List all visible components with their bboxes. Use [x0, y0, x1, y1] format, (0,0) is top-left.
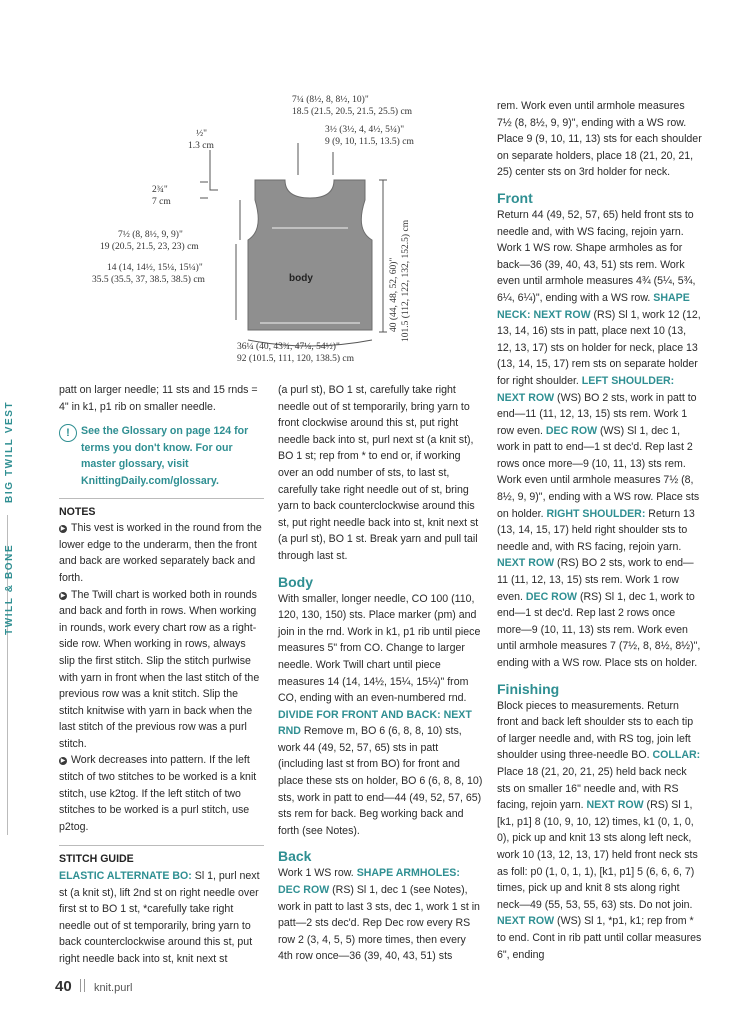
dim-bottom-in: 36¼ (40, 43¾, 47¼, 54½)": [237, 342, 340, 352]
dim-armhole-in: 7½ (8, 8½, 9, 9)": [118, 230, 183, 240]
dim-armhole-cm: 19 (20.5, 21.5, 23, 23) cm: [100, 242, 199, 252]
sidebar-label-bottom: TWILL & BONE: [4, 543, 15, 635]
front-text-5: Return 13 (13, 14, 15, 17) held right shoulder sts to needle and, with RS facing, rejoin yarn.: [497, 507, 695, 553]
notes-heading: NOTES: [59, 505, 96, 518]
back-heading: Back: [278, 848, 312, 865]
finishing-text-4: (WS) Sl 1, *p1, k1; rep from * to end. Cont in rib patt until collar measures 6", ending: [497, 915, 702, 961]
front-para: [497, 207, 702, 672]
finishing-heading: Finishing: [497, 680, 560, 697]
note-3-text: Work decreases into pattern. If the left stitch of two stitches to be worked is a knit stitch, use k2tog. If the left stitch of two stitches to be worked is a purl stitch, use p2tog.: [59, 754, 257, 833]
front-text-3: (WS) BO 2 sts, work in patt to end—11 (11, 12, 13, 15) sts rem. Work 1 row even.: [497, 391, 697, 437]
page-number: 40: [55, 978, 72, 995]
front-text-7: (RS) Sl 1, dec 1, work to end—1 st dec'd. Rep last 2 rows once more—9 (10, 11, 13) sts rem. Work even until armhole measures 7 (7½, 8, 8½, 8½)", ending with a WS row. Place sts on holder.: [497, 590, 701, 669]
back-text-2: (RS) Sl 1, dec 1 (see Notes), work in patt to last 3 sts, dec 1, work 1 st in patt—2 sts dec'd. Rep Dec row every RS row 2 (3, 4, 5, 5) more times, then every 4th row once—36 (39, 40, 43, 51) sts: [278, 884, 480, 963]
front-text-1: Return 44 (49, 52, 57, 65) held front sts to needle and, with WS facing, rejoin yarn. Work 1 WS row. Shape armholes as for back—36 (39, 40, 43, 51) sts rem. Work even until armhole measures 4¾ (5¼, 5¾, 6¼, 6¼)", ending with a WS row.: [497, 208, 696, 304]
finishing-label-1: COLLAR:: [652, 749, 701, 762]
note-2-text: The Twill chart is worked both in rounds and back and forth in rows. When working in rounds, work every chart row as a right-side row. When working in rows, always slip the first stitch. Slip the stitch purlwise with yarn in front when the last stitch of the previous row was a knit stitch. Slip the stitch knitwise with yarn in back when the last stitch of the previous row was a purl stitch.: [59, 588, 260, 750]
dim-length-cm: 101.5 (112, 122, 132, 152.5) cm: [401, 219, 411, 342]
dim-frontneck-cm: 7 cm: [152, 197, 171, 207]
footer-divider: [80, 979, 85, 992]
sidebar-label-top: BIG TWILL VEST: [4, 400, 15, 503]
body-para: [278, 591, 483, 840]
col3-continuation: rem. Work even until armhole measures 7½ (8, 8½, 9, 9)", ending with a WS row. Place 9 (9, 10, 11, 13) sts for each shoulder on separate holders, place 18 (21, 20, 21, 25) center sts on 3rd holder for neck.: [497, 100, 702, 179]
dim-length-in: 40 (44, 48, 52, 60)": [389, 257, 399, 332]
stitch-guide-rule: [59, 845, 264, 846]
bullet-icon: ▶: [60, 758, 66, 765]
note-1: [59, 520, 264, 586]
intro-text: patt on larger needle; 11 sts and 15 rnds = 4" in k1, p1 rib on smaller needle.: [59, 384, 258, 413]
front-label-3: DEC ROW: [545, 424, 598, 437]
dim-top-cm: 18.5 (21.5, 20.5, 21.5, 25.5) cm: [292, 107, 413, 117]
dim-body-in: 14 (14, 14½, 15¼, 15¼)": [107, 263, 203, 273]
dim-shoulder-in: 3½ (3½, 4, 4½, 5¼)": [325, 125, 405, 135]
column-3: [497, 98, 702, 963]
front-text-2: (RS) Sl 1, work 12 (12, 13, 14, 16) sts in patt, place next 10 (13, 12, 13, 17) sts on holder for neck, place 13 (13, 14, 15, 17) rem sts on separate holder for right shoulder.: [497, 308, 701, 387]
elastic-bo-label: ELASTIC ALTERNATE BO:: [59, 870, 192, 883]
glossary-icon: !: [59, 424, 77, 442]
front-text-4: (WS) Sl 1, dec 1, work in patt to end—1 st dec'd. Rep last 2 rows once more—9 (10, 11, 13) sts rem. Work even until armhole measures 7½ (8, 8½, 9, 9)", ending with a WS row. Place sts on holder.: [497, 424, 700, 520]
elastic-bo-text: Sl 1, purl next st (a knit st), lift 2nd st on right needle over first st to BO 1 st, *carefully take right needle out of st temporarily, bring yarn to back counterclockwise around this st, put right needle back into st, knit next st: [59, 870, 260, 965]
dim-neckdepth-cm: 1.3 cm: [188, 141, 214, 151]
brand-name: knit.purl: [93, 982, 133, 994]
glossary-text: See the Glossary on page 124 for terms you don't know. For our master glossary, visit KnittingDaily.com/glossary.: [81, 425, 249, 487]
dim-shoulder-cm: 9 (9, 10, 11.5, 13.5) cm: [325, 137, 414, 147]
bullet-icon: ▶: [60, 592, 66, 599]
finishing-para: [497, 698, 702, 964]
finishing-text-1: Block pieces to measurements. Return front and back left shoulder sts to each tip of larger needle and, with RS tog, join left shoulder using three-needle BO.: [497, 699, 694, 762]
finishing-label-3: NEXT ROW: [497, 915, 555, 928]
finishing-label-2: NEXT ROW: [586, 799, 644, 812]
finishing-text-3: (RS) Sl 1, [k1, p1] 8 (10, 9, 10, 12) times, k1 (0, 1, 0, 0), pick up and knit 13 sts along left neck, work 10 (13, 12, 13, 17) held front neck sts as foll: p0 (1, 0, 1, 1), [k1, p1] 5 (6, 6, 6, 7) times, pick up and knit 8 sts along right neck—49 (55, 53, 55, 63) sts. Do not join.: [497, 799, 698, 911]
notes-rule: [59, 498, 264, 499]
column-1: [59, 382, 264, 968]
front-label-5: NEXT ROW: [497, 557, 555, 570]
note-1-text: This vest is worked in the round from the lower edge to the underarm, then the front and back are worked separately back and forth.: [59, 522, 262, 584]
stitch-guide-heading: STITCH GUIDE: [59, 853, 134, 866]
front-label-4: RIGHT SHOULDER:: [546, 507, 646, 520]
body-label: body: [289, 273, 313, 284]
body-label: DIVIDE FOR FRONT AND BACK: NEXT RND: [278, 708, 472, 738]
front-heading: Front: [497, 189, 533, 206]
front-label-1: SHAPE NECK: NEXT ROW: [497, 291, 690, 321]
dim-bottom-cm: 92 (101.5, 111, 120, 138.5) cm: [237, 354, 354, 364]
back-label: SHAPE ARMHOLES: DEC ROW: [278, 867, 460, 897]
body-text-2: Remove m, BO 6 (6, 8, 8, 10) sts, work 44 (49, 52, 57, 65) sts in patt (including last st from BO) for front and place these sts on holder, BO 6 (6, 8, 8, 10) sts, work in patt to end—44 (49, 52, 57, 65) sts rem for back. Beg working back and forth (see Notes).: [278, 725, 483, 837]
front-label-6: DEC ROW: [525, 590, 578, 603]
note-3: [59, 752, 264, 835]
col2-continuation: (a purl st), BO 1 st, carefully take right needle out of st temporarily, bring yarn to front clockwise around this st, put right needle back into st, purl next st (a knit st), BO 1 st; rep from * to end or, if working over an odd number of sts, to last st, carefully take right needle out of st, bring yarn to back counterclockwise around this st, put right needle back into st, knit next st (a purl st), BO 1 st. Break yarn and pull tail through last st.: [278, 384, 479, 562]
glossary-callout: [59, 423, 264, 489]
body-text-1: With smaller, longer needle, CO 100 (110, 120, 130, 150) sts. Place marker (pm) and join in the rnd. Work in k1, p1 rib until piece measures 5" from CO. Change to larger needle. Work Twill chart until piece measures 14 (14, 14½, 15¼, 15¼)" from CO, ending with an even-numbered rnd.: [278, 592, 481, 705]
dim-top-in: 7¼ (8½, 8, 8½, 10)": [292, 95, 369, 105]
elastic-bo-para: [59, 868, 264, 968]
front-text-6: (RS) BO 2 sts, work to end—11 (11, 12, 13, 15) sts rem. Work 1 row even.: [497, 557, 694, 603]
dim-frontneck-in: 2¾": [152, 185, 168, 195]
note-2: [59, 587, 264, 753]
back-text-1: Work 1 WS row.: [278, 867, 357, 880]
body-heading: Body: [278, 573, 313, 590]
finishing-text-2: Place 18 (21, 20, 21, 25) held back neck sts on smaller 16" needle and, with RS facing, rejoin yarn.: [497, 765, 687, 812]
footer: [55, 978, 132, 995]
dim-body-cm: 35.5 (35.5, 37, 38.5, 38.5) cm: [92, 275, 205, 285]
front-label-2: LEFT SHOULDER: NEXT ROW: [497, 374, 675, 404]
vest-body-shape: [248, 180, 372, 330]
bullet-icon: ▶: [60, 526, 66, 533]
back-para: [278, 865, 483, 965]
column-2: [278, 382, 483, 965]
dim-neckdepth-in: ½": [196, 129, 208, 139]
